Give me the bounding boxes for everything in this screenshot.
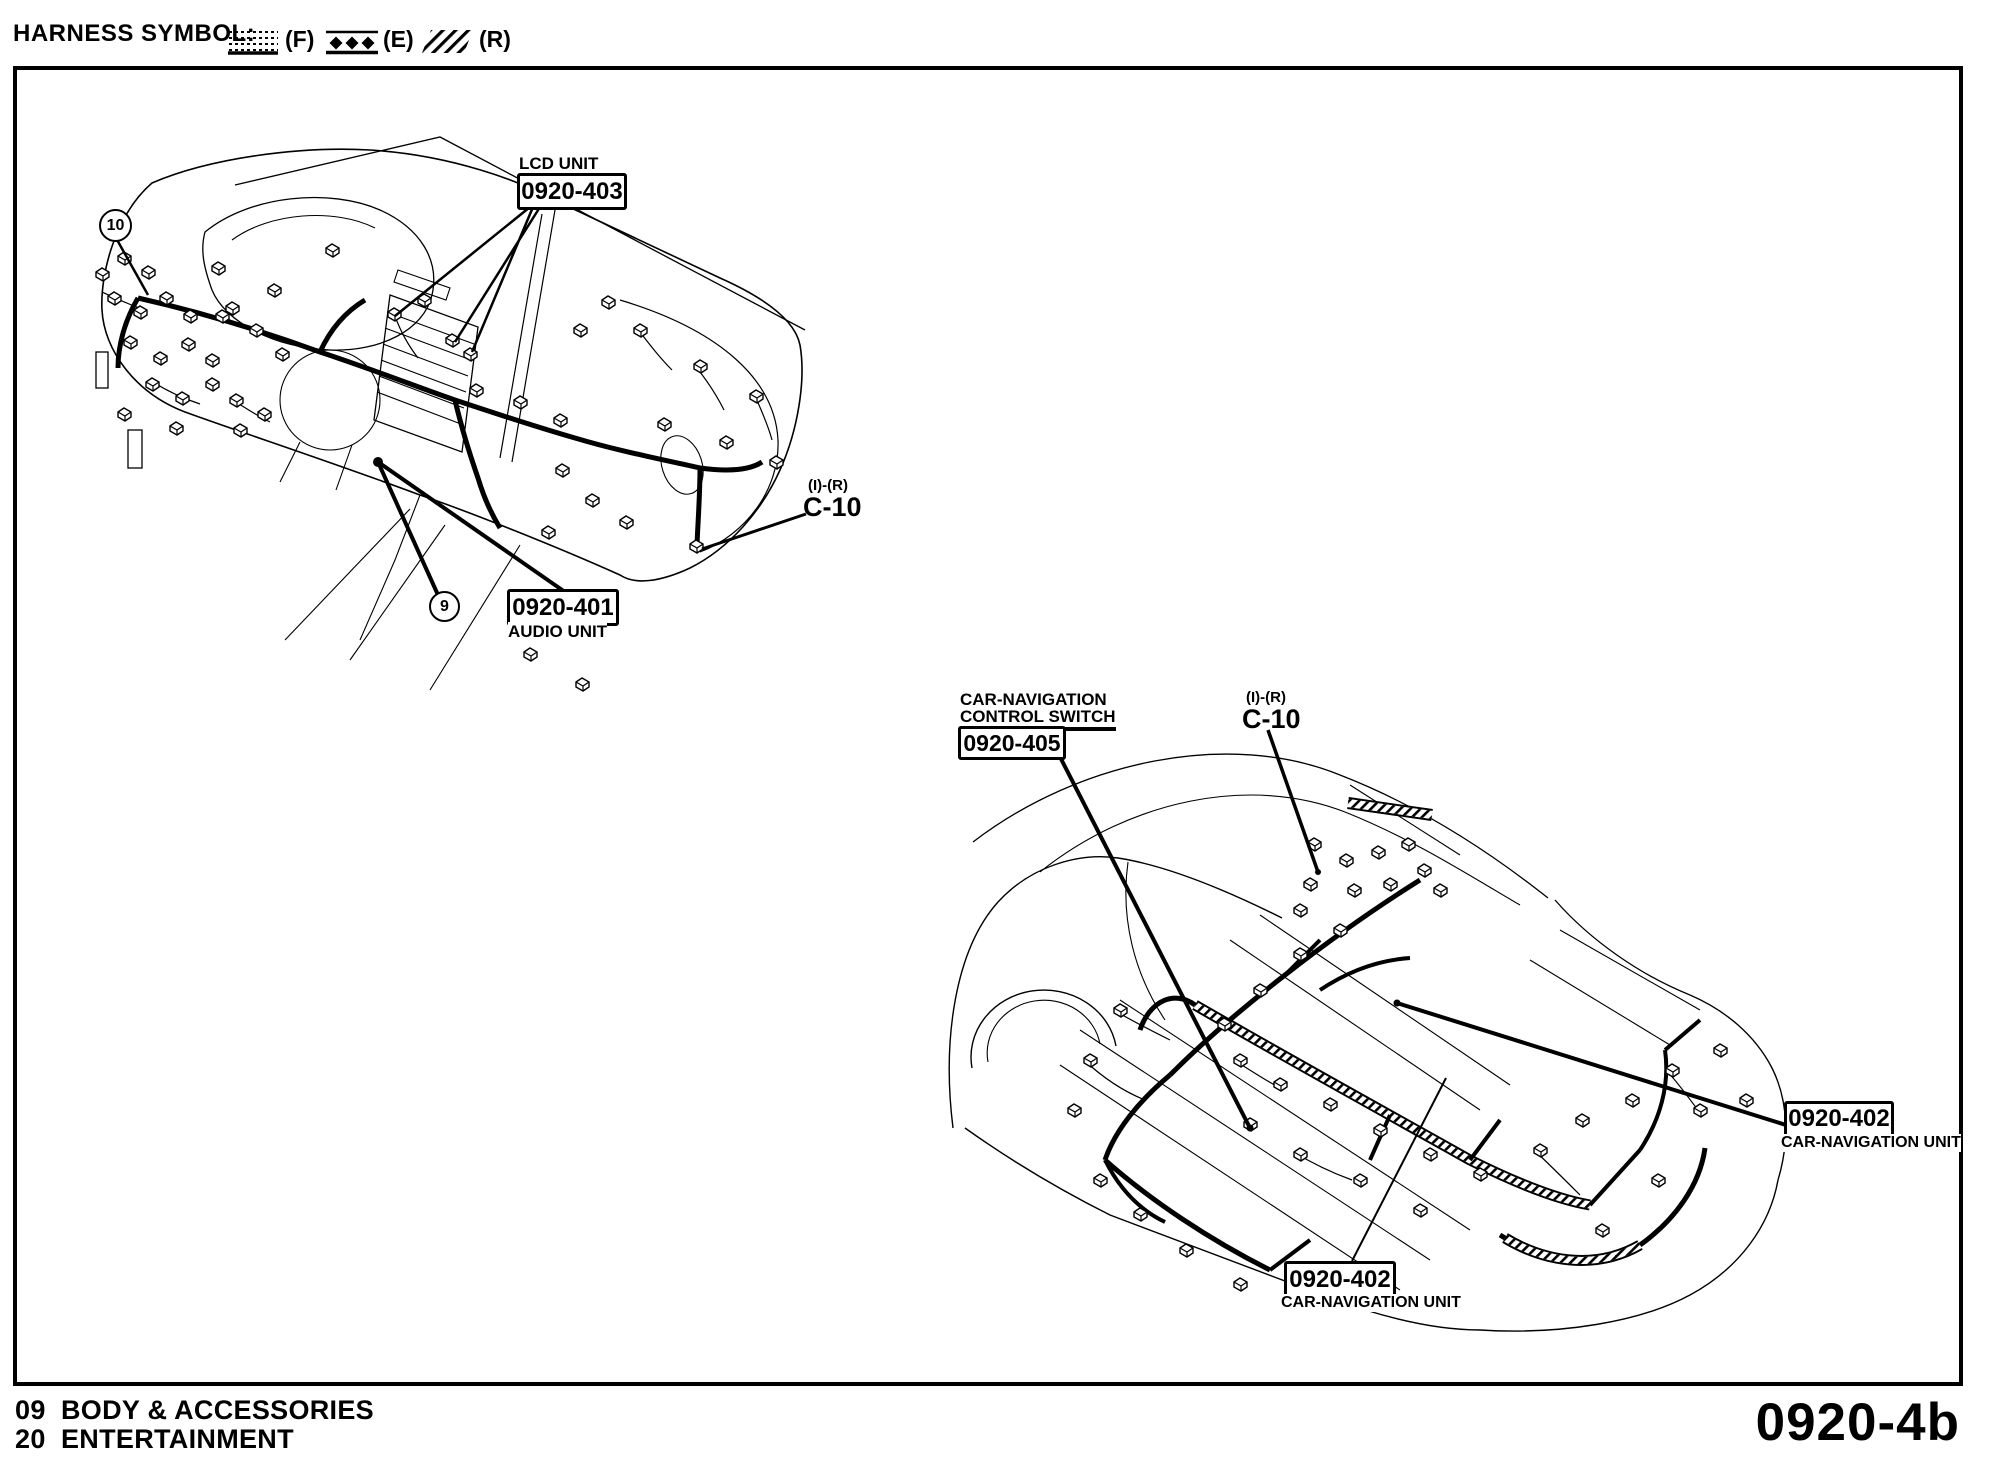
nav-control-switch-caption-line2: CONTROL SWITCH <box>960 707 1116 726</box>
footer-section-2-title: ENTERTAINMENT <box>61 1424 294 1454</box>
footer-section-2-number: 20 <box>15 1424 46 1454</box>
lcd-unit-caption: LCD UNIT <box>519 154 600 177</box>
footer-section-1-title: BODY & ACCESSORIES <box>61 1395 374 1425</box>
nav-control-switch-caption <box>960 691 1116 731</box>
dash-c10-code: C-10 <box>803 492 862 522</box>
nav-unit-bottom-code-box: 0920-402 <box>1284 1261 1396 1298</box>
car-c10-prefix: (I)-(R) <box>1246 689 1286 706</box>
audio-unit-caption: AUDIO UNIT <box>508 622 608 641</box>
nav-unit-bottom-caption: CAR-NAVIGATION UNIT <box>1281 1294 1461 1311</box>
audio-unit-code-box: 0920-401 <box>507 589 619 626</box>
footer-section-2 <box>15 1424 294 1455</box>
harness-pattern-e-icon <box>326 32 378 53</box>
harness-pattern-r-icon <box>422 30 473 53</box>
harness-symbol-r-label: (R) <box>479 26 511 52</box>
nav-unit-right-code-box: 0920-402 <box>1784 1101 1894 1137</box>
nav-control-switch-caption-line1: CAR-NAVIGATION <box>960 690 1107 709</box>
harness-legend-swatches <box>228 30 473 53</box>
footer-section-1-number: 09 <box>15 1395 46 1425</box>
harness-symbol-f-label: (F) <box>285 26 315 52</box>
dash-c10-prefix: (I)-(R) <box>808 477 848 494</box>
page-code: 0920-4b <box>1755 1393 1960 1452</box>
lcd-unit-code-box: 0920-403 <box>517 173 627 210</box>
nav-unit-right-caption: CAR-NAVIGATION UNIT <box>1781 1134 1961 1151</box>
car-c10-code: C-10 <box>1242 704 1301 734</box>
harness-symbol-title: HARNESS SYMBOL: <box>13 20 256 47</box>
nav-control-switch-code-box: 0920-405 <box>958 726 1066 760</box>
callout-9-badge: 9 <box>429 591 460 622</box>
footer-section-1 <box>15 1395 374 1426</box>
harness-symbol-e-label: (E) <box>383 26 414 52</box>
callout-10-badge: 10 <box>99 209 132 242</box>
